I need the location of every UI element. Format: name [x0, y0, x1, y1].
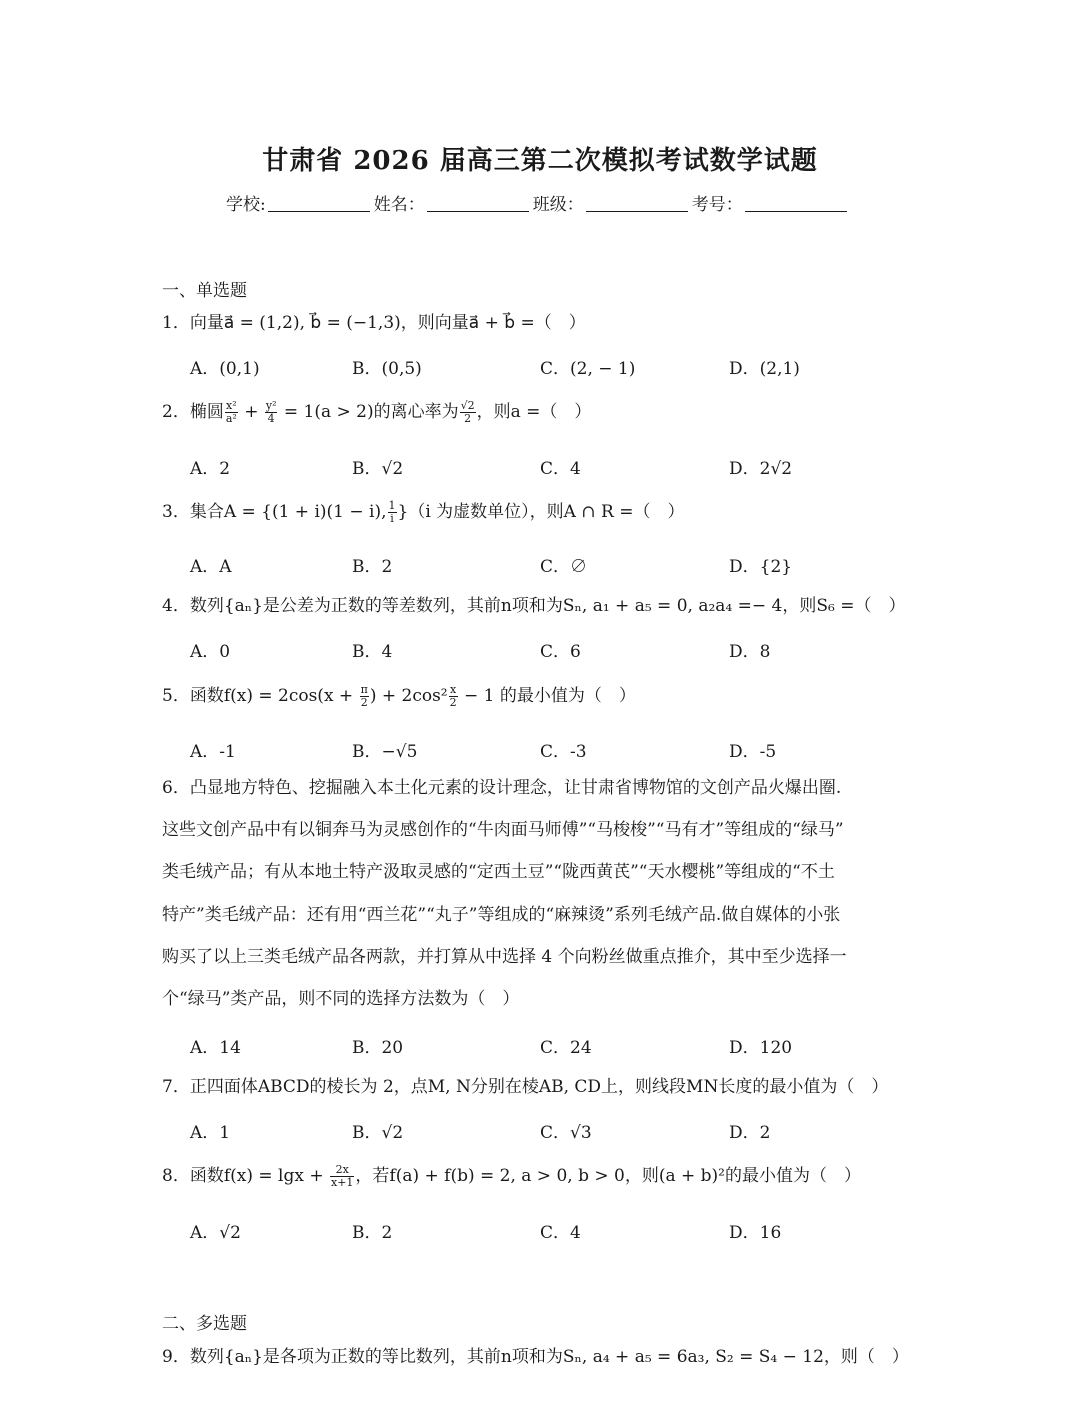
q1-option-c[interactable]: C．(2, − 1) — [540, 359, 636, 379]
q6-line-2: 这些文创产品中有以铜奔马为灵感创作的“牛肉面马师傅”“马梭梭”“马有才”等组成的“绿马” — [162, 820, 844, 841]
exam-no-label: 考号： — [691, 195, 743, 215]
q3-frac-num: 1 — [388, 499, 396, 512]
q4-option-c[interactable]: C．6 — [540, 642, 581, 662]
q5-option-d[interactable]: D．-5 — [729, 742, 777, 762]
q8-post: ，若f(a) + f(b) = 2, a > 0, b > 0，则(a + b)²的最小值为（ ） — [355, 1166, 861, 1186]
class-blank[interactable] — [586, 193, 688, 212]
q6-option-c[interactable]: C．24 — [540, 1038, 592, 1058]
q2-frac-1 — [225, 400, 238, 425]
section-multi-choice: 二、多选题 — [162, 1314, 247, 1334]
page-title: 甘肃省 2026 届高三第二次模拟考试数学试题 — [262, 146, 818, 176]
question-8 — [162, 1164, 861, 1189]
q8-frac-den: x+1 — [330, 1176, 354, 1189]
q2-frac-1-den: a² — [225, 412, 237, 425]
q5-frac-1-den: 2 — [360, 696, 368, 709]
q1-option-b[interactable]: B．(0,5) — [352, 359, 422, 379]
q3-option-c[interactable]: C．∅ — [540, 557, 588, 577]
q5-frac-1-num: π — [360, 683, 368, 696]
q5-option-b[interactable]: B．−√5 — [352, 742, 418, 762]
name-label: 姓名： — [373, 195, 425, 215]
question-9: 9．数列{aₙ}是各项为正数的等比数列，其前n项和为Sₙ, a₄ + a₅ = 6a₃, S₂ = S₄ − 12，则（ ） — [162, 1347, 909, 1367]
q5-frac-1 — [360, 684, 369, 709]
q2-frac-2-den: 4 — [267, 412, 275, 425]
q8-option-b[interactable]: B．2 — [352, 1223, 393, 1243]
q8-pre: 8．函数f(x) = lgx + — [162, 1166, 329, 1186]
q1-option-d[interactable]: D．(2,1) — [729, 359, 800, 379]
q8-frac-num: 2x — [330, 1164, 354, 1177]
class-label: 班级： — [532, 195, 584, 215]
q5-pre: 5．函数f(x) = 2cos(x + — [162, 686, 359, 706]
school-blank[interactable] — [268, 193, 370, 212]
student-info-row — [226, 190, 851, 215]
q5-frac-2 — [449, 684, 458, 709]
q5-option-a[interactable]: A．-1 — [190, 742, 236, 762]
q5-frac-2-den: 2 — [449, 696, 457, 709]
q4-option-d[interactable]: D．8 — [729, 642, 771, 662]
q2-frac-3-num: √2 — [460, 399, 475, 412]
q5-post: − 1 的最小值为（ ） — [458, 686, 636, 706]
q2-option-b[interactable]: B．√2 — [352, 459, 404, 479]
question-6 — [162, 767, 922, 1020]
q3-option-a[interactable]: A．A — [190, 557, 232, 577]
question-5 — [162, 684, 636, 709]
q6-line-4: 特产”类毛绒产品：还有用“西兰花”“丸子”等组成的“麻辣烫”系列毛绒产品.做自媒体的小张 — [162, 904, 841, 925]
q5-option-c[interactable]: C．-3 — [540, 742, 587, 762]
q2-frac-3 — [460, 400, 476, 425]
q7-option-a[interactable]: A．1 — [190, 1123, 231, 1143]
q2-frac-2 — [265, 400, 278, 425]
q6-line-3: 类毛绒产品；有从本地土特产汲取灵感的“定西土豆”“陇西黄芪”“天水樱桃”等组成的“不土 — [162, 862, 835, 883]
q3-frac-den: i — [390, 512, 394, 525]
name-blank[interactable] — [427, 193, 529, 212]
q2-option-c[interactable]: C．4 — [540, 459, 581, 479]
q6-line-6: 个“绿马”类产品，则不同的选择方法数为（ ） — [162, 989, 520, 1010]
q4-option-b[interactable]: B．4 — [352, 642, 393, 662]
q5-frac-2-num: x — [450, 683, 457, 696]
question-1: 1．向量a⃗ = (1,2), b⃗ = (−1,3)，则向量a⃗ + b⃗ =（ ） — [162, 313, 586, 333]
q2-option-a[interactable]: A．2 — [190, 459, 231, 479]
q2-frac-3-den: 2 — [464, 412, 472, 425]
q3-option-b[interactable]: B．2 — [352, 557, 393, 577]
question-2 — [162, 400, 591, 425]
q8-option-c[interactable]: C．4 — [540, 1223, 581, 1243]
q2-option-d[interactable]: D．2√2 — [729, 459, 793, 479]
q6-line-5: 购买了以上三类毛绒产品各两款，并打算从中选择 4 个向粉丝做重点推介，其中至少选择一 — [162, 946, 847, 967]
q8-frac — [330, 1164, 354, 1189]
q3-post: }（i 为虚数单位），则A ∩ R =（ ） — [397, 502, 685, 522]
section-single-choice: 一、单选题 — [162, 281, 247, 301]
q6-option-d[interactable]: D．120 — [729, 1038, 793, 1058]
q8-option-d[interactable]: D．16 — [729, 1223, 782, 1243]
q6-line-1: 6．凸显地方特色、挖掘融入本土化元素的设计理念，让甘肃省博物馆的文创产品火爆出圈. — [162, 778, 842, 798]
question-7: 7．正四面体ABCD的棱长为 2，点M, N分别在棱AB, CD上，则线段MN长度的最小值为（ ） — [162, 1077, 889, 1097]
q6-option-a[interactable]: A．14 — [190, 1038, 241, 1058]
q3-frac — [388, 500, 397, 525]
q2-mid: + — [238, 402, 264, 422]
exam-no-blank[interactable] — [745, 193, 847, 212]
q5-mid: ) + 2cos² — [369, 686, 448, 706]
q4-option-a[interactable]: A．0 — [190, 642, 231, 662]
q2-end: ，则a =（ ） — [476, 402, 592, 422]
q1-option-a[interactable]: A．(0,1) — [190, 359, 260, 379]
question-4: 4．数列{aₙ}是公差为正数的等差数列，其前n项和为Sₙ, a₁ + a₅ = 0, a₂a₄ =− 4，则S₆ =（ ） — [162, 596, 906, 616]
q8-option-a[interactable]: A．√2 — [190, 1223, 241, 1243]
q2-frac-2-num: y² — [265, 399, 277, 412]
q7-option-c[interactable]: C．√3 — [540, 1123, 592, 1143]
q6-option-b[interactable]: B．20 — [352, 1038, 404, 1058]
q7-option-d[interactable]: D．2 — [729, 1123, 771, 1143]
q2-pre: 2．椭圆 — [162, 402, 224, 422]
q2-post: = 1(a > 2)的离心率为 — [278, 402, 459, 422]
q2-frac-1-num: x² — [226, 399, 237, 412]
question-3 — [162, 500, 684, 525]
school-label: 学校: — [226, 195, 266, 215]
q7-option-b[interactable]: B．√2 — [352, 1123, 404, 1143]
q3-pre: 3．集合A = {(1 + i)(1 − i), — [162, 502, 387, 522]
q3-option-d[interactable]: D．{2} — [729, 557, 793, 577]
